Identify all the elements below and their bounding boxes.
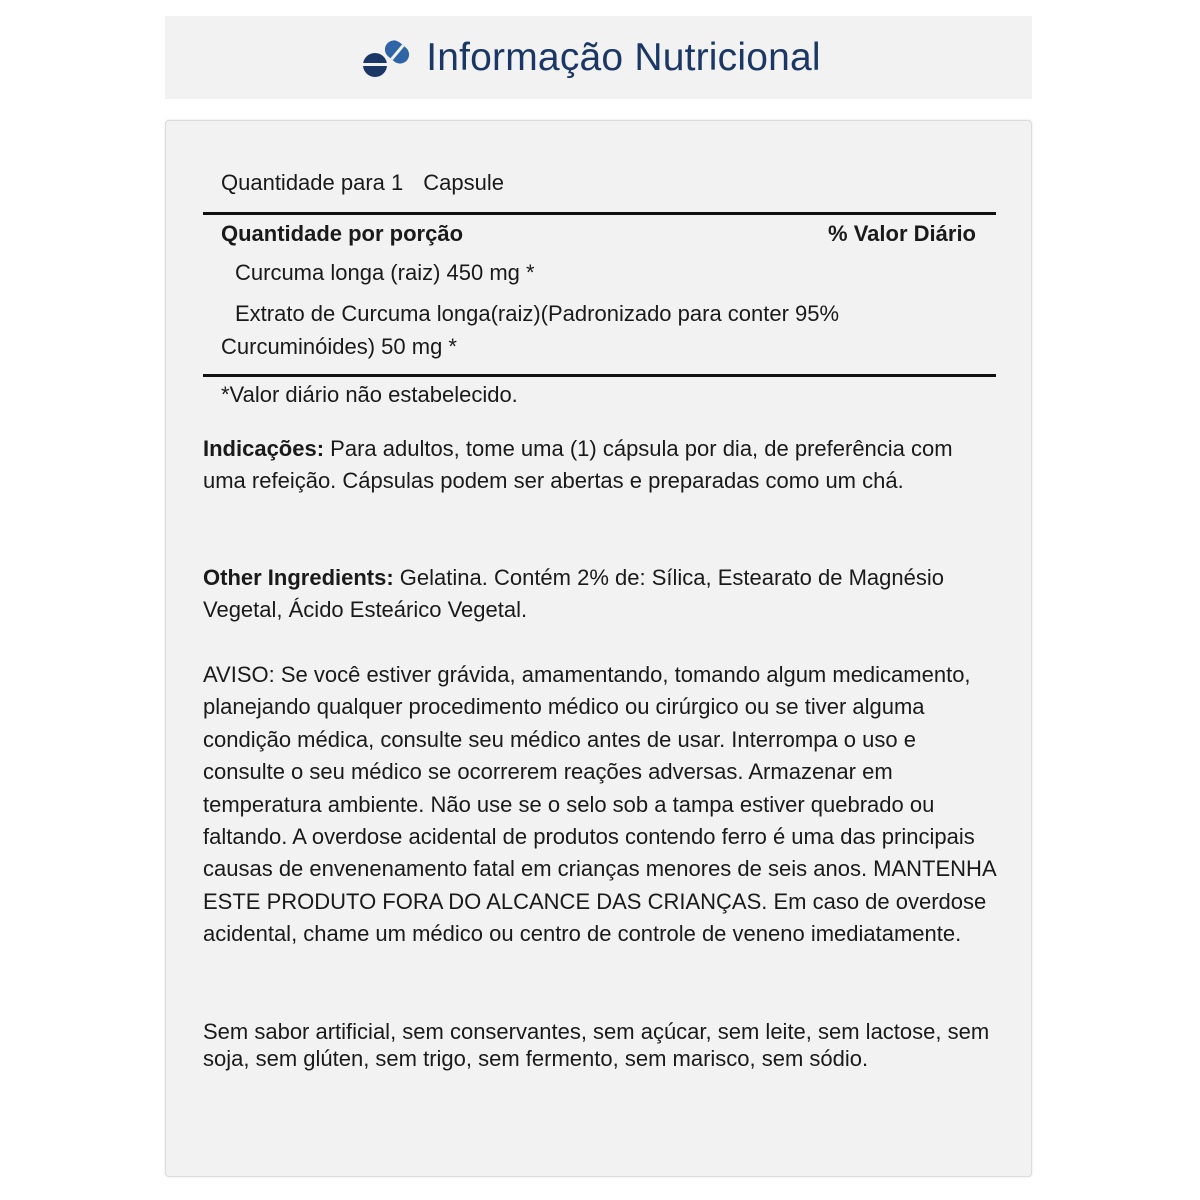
divider-top [203,212,996,215]
indications-paragraph [203,433,996,498]
indications-text: Para adultos, tome uma (1) cápsula por dia, de preferência com uma refeição. Cápsulas podem ser abertas e preparadas como um chá. [203,436,953,494]
indications-label: Indicações: [203,436,325,461]
daily-value-footnote: *Valor diário não estabelecido. [221,382,518,407]
free-from-paragraph: Sem sabor artificial, sem conservantes, sem açúcar, sem leite, sem lactose, sem soja, sem glúten, sem trigo, sem fermento, sem marisco, sem sódio. [203,1019,990,1071]
page-title: Informação Nutricional [426,35,821,79]
nutrition-panel [165,120,1032,1177]
amount-per-serving-label: Quantidade por porção [221,221,464,246]
serving-unit: Capsule [423,170,504,195]
ingredient-row: Curcuma longa (raiz) 450 mg * [235,260,535,285]
warning-paragraph: AVISO: Se você estiver grávida, amamentando, tomando algum medicamento, planejando qualquer procedimento médico ou cirúrgico ou se tiver alguma condição médica, consulte seu médico antes de usar. Interrompa o uso e consulte o seu médico se ocorrerem reações adversas. Armazenar em temperatura ambiente. Não use se o selo sob a tampa estiver quebrado ou faltando. A overdose acidental de produtos contendo ferro é uma das principais causas de envenenamento fatal em crianças menores de seis anos. MANTENHA ESTE PRODUTO FORA DO ALCANCE DAS CRIANÇAS. Em caso de overdose acidental, chame um médico ou centro de controle de veneno imediatamente. [203,662,996,947]
serving-label: Quantidade para 1 [221,170,404,195]
serving-size [221,167,504,199]
pill-capsule-icon [362,37,414,79]
ingredient-row: Extrato de Curcuma longa(raiz)(Padronizado para conter 95% Curcuminóides) 50 mg * [221,301,840,359]
other-ingredients-paragraph [203,562,996,627]
other-ingredients-label: Other Ingredients: [203,565,394,590]
daily-value-label: % Valor Diário [828,221,976,246]
header-bar [165,16,1032,99]
divider-bottom [203,374,996,377]
facts-header [221,218,976,250]
other-ingredients-text: Gelatina. Contém 2% de: Sílica, Estearato de Magnésio Vegetal, Ácido Esteárico Vegetal. [203,565,944,623]
header-inner [362,36,821,80]
